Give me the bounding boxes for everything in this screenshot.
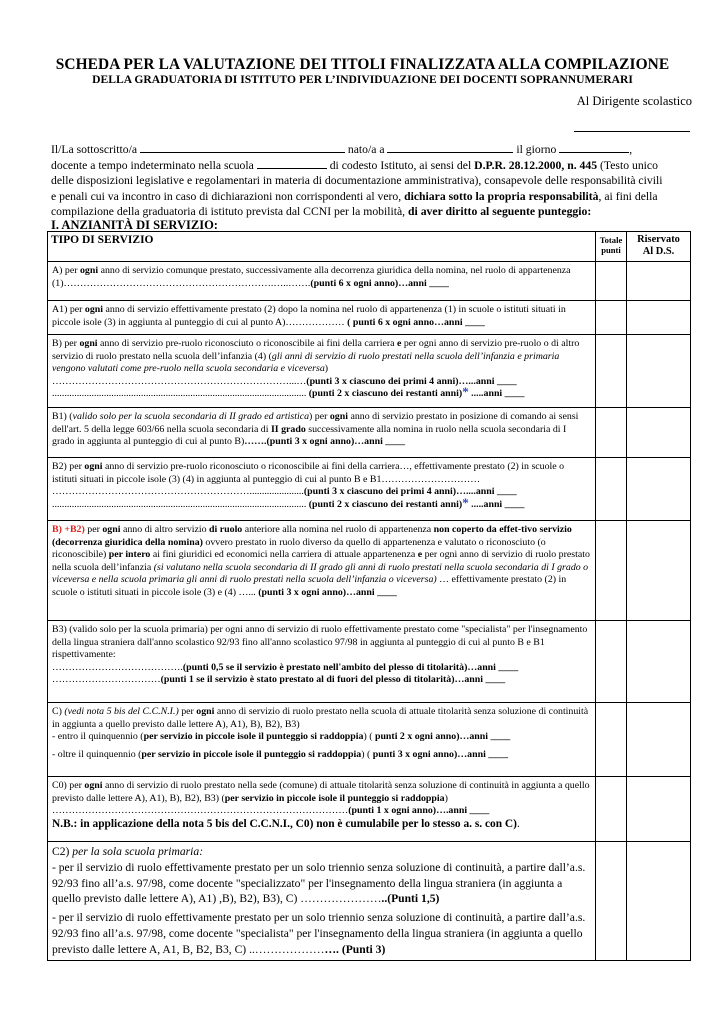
school-field[interactable]: [257, 158, 327, 169]
row-b-reserved: [627, 335, 691, 408]
row-a-text: A) per ogni anno di servizio comunque prestato, successivamente alla decorrenza giuridica della nomina, nel ruolo di appartenenza (1)……………………………………………………….…..…….(punti 6 x ogni anno)…anni ____: [48, 262, 596, 301]
row-a1-total[interactable]: [596, 301, 627, 335]
asterisk-icon: *: [462, 494, 469, 510]
row-c2-total[interactable]: [596, 842, 627, 961]
row-b1-reserved: [627, 408, 691, 458]
row-bb2-total[interactable]: [596, 521, 627, 621]
row-bb2-reserved: [627, 521, 691, 621]
row-b2-total[interactable]: [596, 458, 627, 521]
birthdate-field[interactable]: [559, 142, 629, 153]
table-row: [48, 335, 691, 408]
declaration-paragraph: Il/La sottoscritto/a nato/a a il giorno , docente a tempo indeterminato nella scuola di codesto Istituto, ai sensi del D.P.R. 28.12.2000, n. 445 (Testo unico delle disposizioni legislative e regolamentari in materia di documentazione amministrativa), consapevole delle responsabilità civili e penali cui va incontro in caso di dichiarazioni non corrispondenti al vero, dichiara sotto la propria responsabilità, ai fini della compilazione della graduatoria di istituto prevista dal CCNI per la mobilità, di aver diritto al seguente punteggio:: [51, 143, 663, 219]
row-a-total[interactable]: [596, 262, 627, 301]
row-b3-reserved: [627, 621, 691, 703]
row-b1-text: B1) (valido solo per la scuola secondaria di II grado ed artistica) per ogni anno di servizio prestato in posizione di comando ai sensi dell'art. 5 della legge 603/66 nella scuola secondaria di II grado successivamente alla nomina in ruolo nella scuola secondaria di I grado in aggiunta al punteggio di cui al punto B)…….(punti 3 x ogni anno)…anni ____: [48, 408, 596, 458]
document-subtitle: DELLA GRADUATORIA DI ISTITUTO PER L’INDIVIDUAZIONE DEI DOCENTI SOPRANNUMERARI: [92, 73, 633, 86]
col-type-header: TIPO DI SERVIZIO: [48, 232, 596, 262]
birthplace-field[interactable]: [387, 142, 513, 153]
row-bb2-text: B) +B2) per ogni anno di altro servizio di ruolo anteriore alla nomina nel ruolo di appartenenza non coperto da effet-tivo servizio (decorrenza giuridica della nomina) ovvero prestato in ruolo diverso da quello di appartenenza e valutato o riconosciuto (o riconoscibile) per intero ai fini giuridici ed economici nella carriera di attuale appartenenza e per ogni anno di servizio di ruolo prestato nella scuola dell’infanzia (si valutano nella scuola secondaria di II grado gli anni di ruolo prestati nella scuola secondaria di I grado o viceversa e nella scuola primaria gli anni di ruolo prestati nella scuola dell’infanzia o viceversa) … effettivamente prestato (2) in scuole o istituti situati in piccole isole (3) e (4) …... (punti 3 x ogni anno)…anni ____: [48, 521, 596, 621]
table-row: [48, 301, 691, 335]
row-b-text: B) per ogni anno di servizio pre-ruolo riconosciuto o riconoscibile ai fini della carriera e per ogni anno di servizio pre-ruolo o di altro servizio di ruolo prestato nella scuola dell’infanzia (4) (gli anni di servizio di ruolo prestati nella scuola dell’infanzia e primaria vengono valutati come pre-ruolo nella scuola secondaria e viceversa) ………………………………………………………………...…(punti 3 x ciascuno dei primi 4 anni)…...anni ____ ....................................................................................................... (punti 2 x ciascuno dei restanti anni)* .....anni ____: [48, 335, 596, 408]
row-b-total[interactable]: [596, 335, 627, 408]
row-b2-reserved: [627, 458, 691, 521]
table-row: [48, 408, 691, 458]
table-row: [48, 703, 691, 777]
table-header-row: [48, 232, 691, 262]
row-b3-text: B3) (valido solo per la scuola primaria) per ogni anno di servizio di ruolo effettivamente prestato come "specialista" per l'insegnamento della lingua straniera dall'anno scolastico 92/93 fino all'anno scolastico 97/98 in aggiunta al punteggio di cui al punto B e B1 rispettivamente: ………………………………….(punti 0,5 se il servizio è prestato nell'ambito del plesso di titolarità)…anni ____ ……………………………(punti 1 se il servizio è stato prestato al di fuori del plesso di titolarità)…anni ____: [48, 621, 596, 703]
row-b3-total[interactable]: [596, 621, 627, 703]
col-total-header: Totale punti: [596, 232, 627, 262]
table-row: [48, 842, 691, 961]
row-c0-total[interactable]: [596, 777, 627, 842]
row-a1-reserved: [627, 301, 691, 335]
row-b2-text: B2) per ogni anno di servizio pre-ruolo riconosciuto o riconoscibile ai fini della carriera…, effettivamente prestato (2) in scuole o istituti situati in piccole isole (3) (4) in aggiunta al punteggio di cui al punto B e B1………………………… ……………………………………………………......................(punti 3 x ciascuno dei primi 4 anni)…....anni ____ ....................................................................................................... (punti 2 x ciascuno dei restanti anni)* .....anni ____: [48, 458, 596, 521]
table-row: [48, 262, 691, 301]
row-a1-text: A1) per ogni anno di servizio effettivamente prestato (2) dopo la nomina nel ruolo di appartenenza (1) in scuole o istituti situati in piccole isole (3) in aggiunta al punteggio di cui al punto A)……………… ( punti 6 x ogni anno…anni ____: [48, 301, 596, 335]
section-title: I. ANZIANITÀ DI SERVIZIO:: [51, 218, 218, 232]
name-field[interactable]: [140, 142, 345, 153]
table-row: [48, 458, 691, 521]
row-c-reserved: [627, 703, 691, 777]
row-c0-text: C0) per ogni anno di servizio di ruolo prestato nella sede (comune) di attuale titolarità senza soluzione di continuità in aggiunta a quello previsto dalle lettere A), A1), B), B2), B3) (per servizio in piccole isole il punteggio si raddoppia) ………………………………………………………………………………(punti 1 x ogni anno)….anni ____ N.B.: in applicazione della nota 5 bis del C.C.N.I., C0) non è cumulabile per lo stesso a. s. con C).: [48, 777, 596, 842]
table-row: [48, 521, 691, 621]
signature-line[interactable]: [574, 131, 690, 132]
asterisk-icon: *: [462, 384, 469, 400]
document-title: SCHEDA PER LA VALUTAZIONE DEI TITOLI FINALIZZATA ALLA COMPILAZIONE: [55, 56, 670, 73]
row-c0-reserved: [627, 777, 691, 842]
row-b1-total[interactable]: [596, 408, 627, 458]
recipient: Al Dirigente scolastico: [576, 94, 692, 108]
service-table: [47, 231, 691, 961]
row-a-reserved: [627, 262, 691, 301]
table-row: [48, 621, 691, 703]
row-c2-reserved: [627, 842, 691, 961]
row-c-text: C) (vedi nota 5 bis del C.C.N.I.) per ogni anno di servizio di ruolo prestato nella scuola di attuale titolarità senza soluzione di continuità in aggiunta a quello previsto dalle lettere A), A1), B), B2), B3) - entro il quinquennio (per servizio in piccole isole il punteggio si raddoppia) ( punti 2 x ogni anno)…anni ____ - oltre il quinquennio (per servizio in piccole isole il punteggio si raddoppia) ( punti 3 x ogni anno)…anni ____: [48, 703, 596, 777]
table-row: [48, 777, 691, 842]
col-reserved-header: Riservato Al D.S.: [627, 232, 691, 262]
row-c2-text: C2) per la sola scuola primaria: - per il servizio di ruolo effettivamente prestato per un solo triennio senza soluzione di continuità, a partire dall’a.s. 92/93 fino all’a.s. 97/98, come docente "specializzato" per l'insegnamento della lingua straniera (in aggiunta a quello previsto dalle lettere A), A1) ,B), B2), B3), C) …………………..(Punti 1,5) - per il servizio di ruolo effettivamente prestato per un solo triennio senza soluzione di continuità, a partire dall’a.s. 92/93 fino all’a.s. 97/98, come docente "specialista" per l'insegnamento della lingua straniera (in aggiunta a quello previsto dalle lettere A, A1, B, B2, B3, C) ..…………………. (Punti 3): [48, 842, 596, 961]
row-c-total[interactable]: [596, 703, 627, 777]
